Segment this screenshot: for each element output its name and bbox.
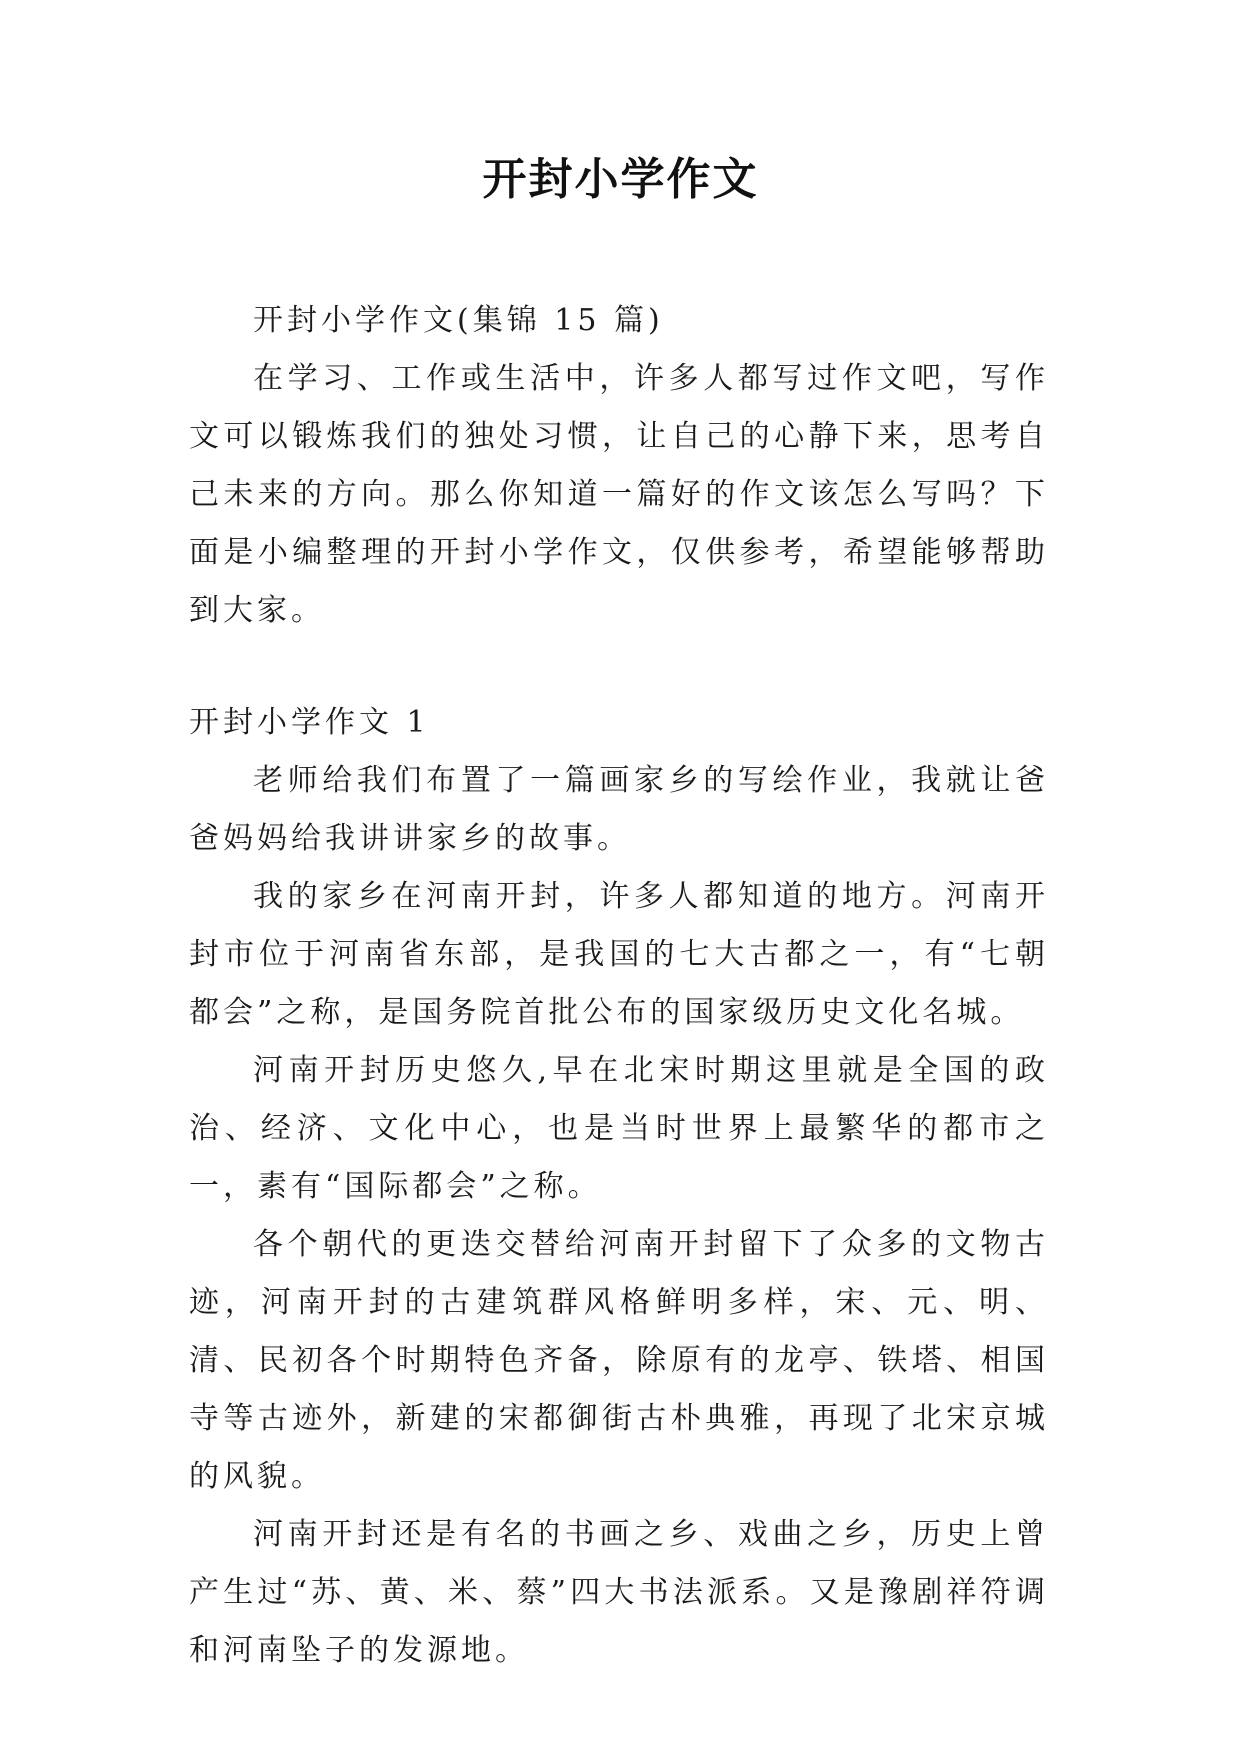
- body-paragraph: 老师给我们布置了一篇画家乡的写绘作业，我就让爸爸妈妈给我讲讲家乡的故事。: [189, 763, 1049, 856]
- intro-paragraph: 在学习、工作或生活中，许多人都写过作文吧，写作文可以锻炼我们的独处习惯，让自己的心静下来，思考自己未来的方向。那么你知道一篇好的作文该怎么写吗？下面是小编整理的开封小学作文，仅供参考，希望能够帮助到大家。: [189, 361, 1049, 628]
- body-paragraph: 河南开封历史悠久,早在北宋时期这里就是全国的政治、经济、文化中心，也是当时世界上最繁华的都市之一，素有“国际都会”之称。: [189, 1053, 1049, 1204]
- body-paragraph: 河南开封还是有名的书画之乡、戏曲之乡，历史上曾产生过“苏、黄、米、蔡”四大书法派系。又是豫剧祥符调和河南坠子的发源地。: [189, 1517, 1049, 1668]
- document-subtitle: 开封小学作文(集锦 15 篇): [253, 303, 664, 338]
- document-title: 开封小学作文: [482, 154, 759, 205]
- body-paragraph: 各个朝代的更迭交替给河南开封留下了众多的文物古迹，河南开封的古建筑群风格鲜明多样，宋、元、明、清、民初各个时期特色齐备，除原有的龙亭、铁塔、相国寺等古迹外，新建的宋都御街古朴典雅，再现了北宋京城的风貌。: [189, 1227, 1049, 1494]
- body-paragraph: 我的家乡在河南开封，许多人都知道的地方。河南开封市位于河南省东部，是我国的七大古都之一，有“七朝都会”之称，是国务院首批公布的国家级历史文化名城。: [189, 879, 1049, 1030]
- section-heading: 开封小学作文 1: [189, 705, 430, 740]
- document-body: [189, 292, 1049, 1680]
